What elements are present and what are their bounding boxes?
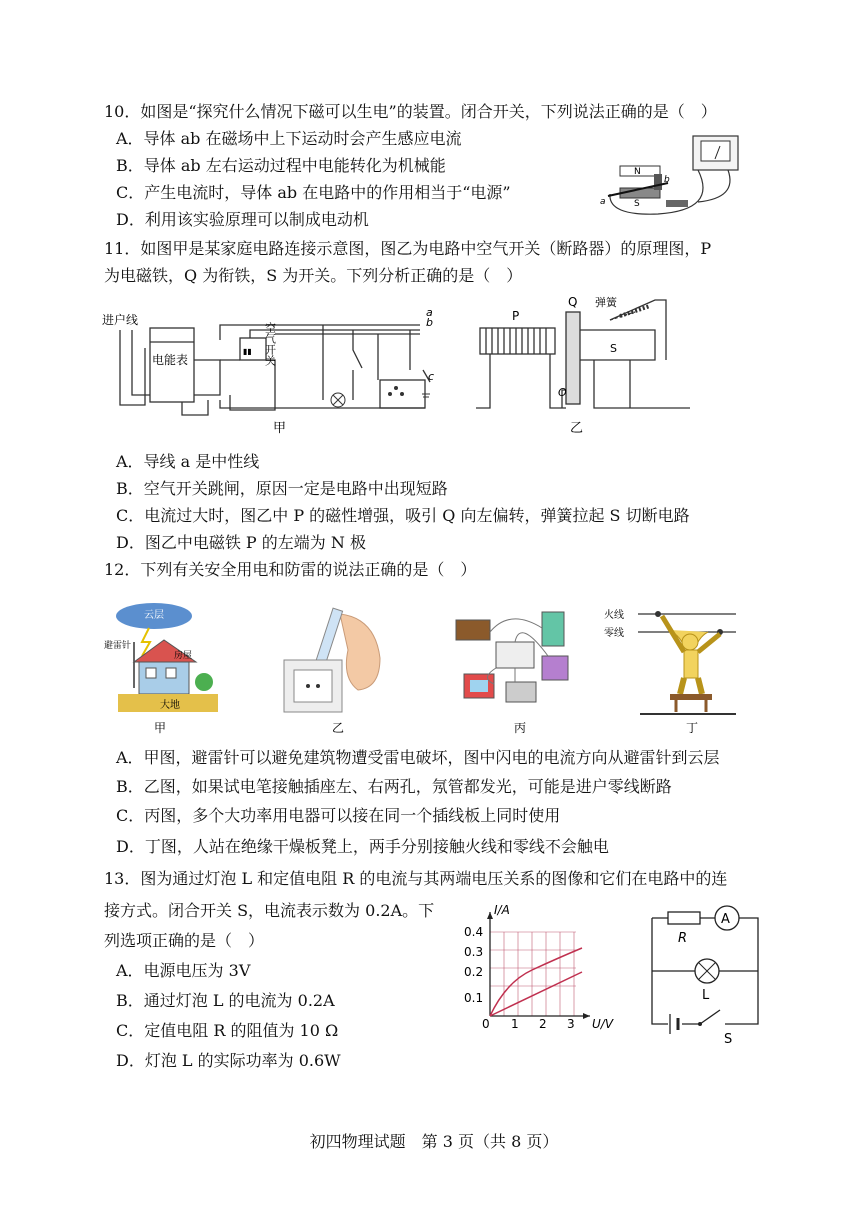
q12-figure-ding xyxy=(600,598,740,738)
wire-a-label: a xyxy=(426,306,433,319)
q13-stem-line1: 13．图为通过灯泡 L 和定值电阻 R 的电流与其两端电压关系的图像和它们在电路中的连 xyxy=(104,869,728,888)
neutral-wire-label: 零线 xyxy=(604,628,624,639)
graph-ytick-1: 0.1 xyxy=(464,991,484,1005)
graph-ytick-3: 0.3 xyxy=(464,945,484,959)
circuit-ammeter-label: A xyxy=(721,912,730,927)
q11-stem-line2: 为电磁铁，Q 为衔铁，S 为开关。下列分析正确的是（ ） xyxy=(104,266,523,285)
wire-b-label: b xyxy=(426,316,433,329)
figure-yi-caption: 乙 xyxy=(570,421,584,436)
o-label: O xyxy=(558,386,567,399)
q13-option-b: B．通过灯泡 L 的电流为 0.2A xyxy=(116,991,335,1010)
figure-12-ding-caption: 丁 xyxy=(686,721,699,735)
q13-option-d: D．灯泡 L 的实际功率为 0.6W xyxy=(116,1051,341,1070)
q11-stem-line1: 11．如图甲是某家庭电路连接示意图，图乙为电路中空气开关（断路器）的原理图，P xyxy=(104,239,712,258)
q13-option-a: A．电源电压为 3V xyxy=(116,961,251,980)
q10-figure xyxy=(598,128,748,220)
figure-jia-caption: 甲 xyxy=(273,421,287,436)
breaker-label: 空气开关 xyxy=(263,322,277,366)
incoming-line-label: 进户线 xyxy=(102,313,139,327)
ground-label: 大地 xyxy=(160,700,180,711)
q11-option-a: A．导线 a 是中性线 xyxy=(116,452,260,471)
q13-stem-line2: 接方式。闭合开关 S，电流表示数为 0.2A。下 xyxy=(104,901,435,920)
q12-stem: 12．下列有关安全用电和防雷的说法正确的是（ ） xyxy=(104,560,477,579)
q10-label-s: S xyxy=(634,199,640,209)
circuit-r-label: R xyxy=(678,931,688,946)
q13-circuit xyxy=(640,898,770,1048)
q-label: Q xyxy=(568,295,578,309)
cloud-label: 云层 xyxy=(144,610,164,621)
wire-c-label: c xyxy=(428,370,435,383)
s-label: S xyxy=(610,342,617,355)
q13-stem-line3: 列选项正确的是（ ） xyxy=(104,931,265,950)
p-label: P xyxy=(512,309,520,323)
rod-label: 避雷针 xyxy=(104,641,132,651)
graph-ylabel: I/A xyxy=(494,903,510,917)
q12-option-d: D．丁图，人站在绝缘干燥板凳上，两手分别接触火线和零线不会触电 xyxy=(116,837,609,856)
q13-iu-graph xyxy=(456,898,626,1038)
q10-label-b: b xyxy=(664,175,670,185)
q10-option-b: B．导体 ab 左右运动过程中电能转化为机械能 xyxy=(116,156,446,175)
graph-xlabel: U/V xyxy=(592,1017,614,1031)
graph-ytick-4: 0.4 xyxy=(464,925,484,939)
graph-ytick-2: 0.2 xyxy=(464,965,484,979)
q11-option-c: C．电流过大时，图乙中 P 的磁性增强，吸引 Q 向左偏转，弹簧拉起 S 切断电路 xyxy=(116,506,690,525)
graph-xtick-2: 2 xyxy=(539,1017,547,1031)
q10-option-a: A．导体 ab 在磁场中上下运动时会产生感应电流 xyxy=(116,129,462,148)
graph-xtick-3: 3 xyxy=(567,1017,575,1031)
live-wire-label: 火线 xyxy=(604,610,624,621)
q12-figure-bing xyxy=(450,598,590,738)
breaker-box-marks: ▮▮ xyxy=(243,347,252,356)
q11-option-b: B．空气开关跳闸，原因一定是电路中出现短路 xyxy=(116,479,448,498)
circuit-lamp-label: L xyxy=(702,988,710,1003)
roof-label: 房屋 xyxy=(174,651,193,661)
figure-12-jia-caption: 甲 xyxy=(154,721,167,735)
q10-label-a: a xyxy=(600,197,606,207)
q11-option-d: D．图乙中电磁铁 P 的左端为 N 极 xyxy=(116,533,366,552)
q12-option-b: B．乙图，如果试电笔接触插座左、右两孔，氖管都发光，可能是进户零线断路 xyxy=(116,777,672,796)
circuit-switch-label: S xyxy=(724,1032,733,1047)
q11-figure-jia xyxy=(100,300,450,440)
q10-stem: 10．如图是“探究什么情况下磁可以生电”的装置。闭合开关，下列说法正确的是（ ） xyxy=(104,102,717,121)
q10-option-d: D．利用该实验原理可以制成电动机 xyxy=(116,210,369,229)
figure-12-bing-caption: 丙 xyxy=(514,721,527,735)
q11-figure-yi xyxy=(470,290,690,440)
q12-figure-jia xyxy=(104,598,224,738)
spring-label: 弹簧 xyxy=(595,296,617,309)
q12-figure-yi xyxy=(280,598,400,738)
q10-option-c: C．产生电流时，导体 ab 在电路中的作用相当于“电源” xyxy=(116,183,511,202)
q12-option-c: C．丙图，多个大功率用电器可以接在同一个插线板上同时使用 xyxy=(116,806,561,825)
graph-origin: 0 xyxy=(482,1017,490,1031)
figure-12-yi-caption: 乙 xyxy=(332,721,345,735)
graph-xtick-1: 1 xyxy=(511,1017,519,1031)
q13-option-c: C．定值电阻 R 的阻值为 10 Ω xyxy=(116,1021,339,1040)
q10-label-n: N xyxy=(634,167,641,177)
q12-option-a: A．甲图，避雷针可以避免建筑物遭受雷电破坏，图中闪电的电流方向从避雷针到云层 xyxy=(116,748,720,767)
meter-label: 电能表 xyxy=(152,353,189,367)
page-footer: 初四物理试题 第 3 页（共 8 页） xyxy=(309,1132,559,1151)
